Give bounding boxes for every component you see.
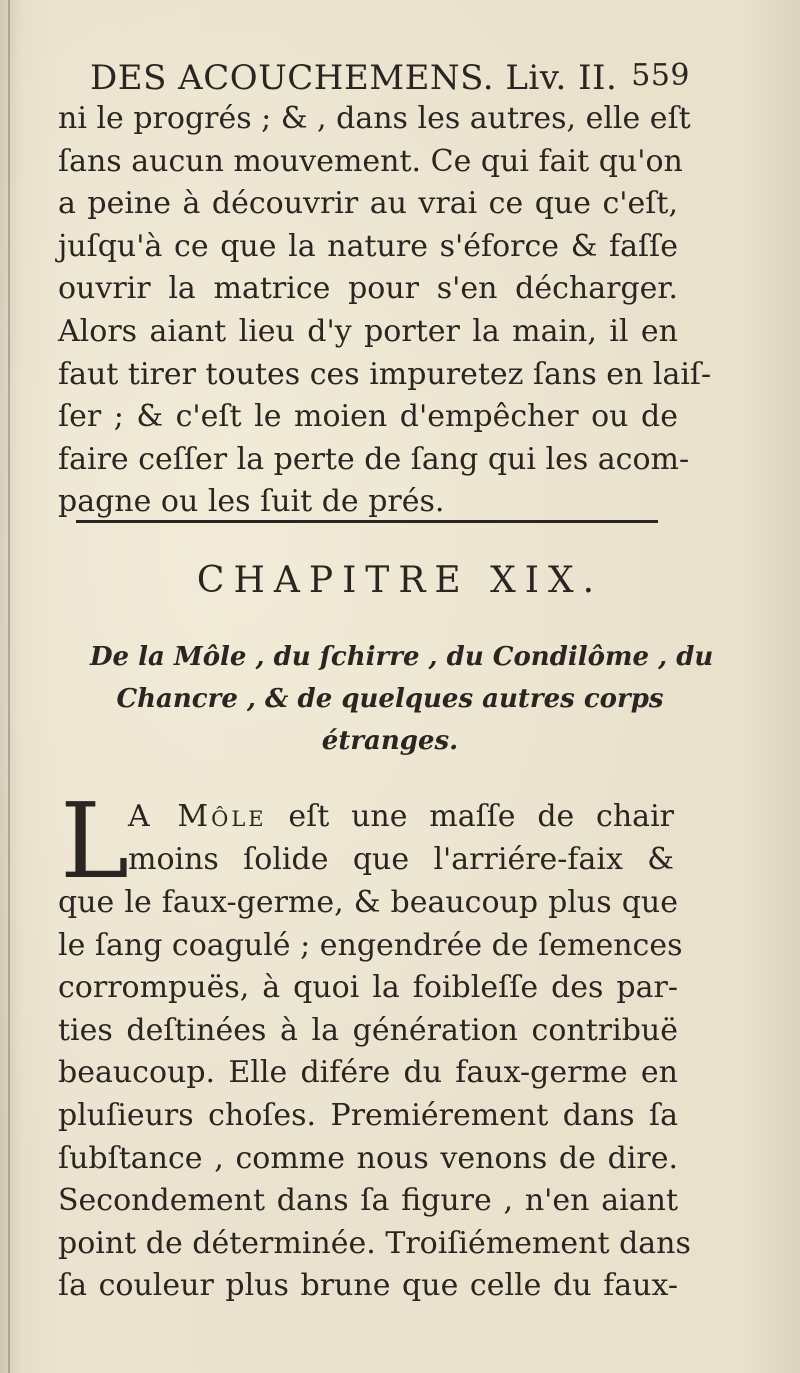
text-line: ſer ; & c'eſt le moien d'empêcher ou de: [58, 399, 678, 435]
chapter-heading: CHAPITRE XIX.: [196, 560, 604, 601]
running-head-title: DES ACOUCHEMENS. Liv. II.: [90, 58, 618, 98]
text-line: que le faux-germe, & beaucoup plus que: [58, 885, 678, 920]
text-line: Alors aiant lieu d'y porter la main, il en: [58, 313, 678, 349]
text-line: pluſieurs choſes. Premiérement dans ſa: [58, 1097, 678, 1133]
text-line: faire ceſſer la perte de ſang qui les acom-: [58, 441, 690, 477]
text-line: juſqu'à ce que la nature s'éforce & faſſe: [58, 228, 678, 264]
subtitle-line: De la Môle , du ſchirre , du Condilôme , du: [90, 642, 714, 672]
drop-cap: L: [60, 780, 130, 902]
text-line: le ſang coagulé ; engendrée de ſemences: [58, 927, 683, 963]
text-line: [128, 796, 674, 839]
text-line: a peine à découvrir au vrai ce que c'eſt,: [58, 186, 678, 222]
body-paragraph: [58, 882, 691, 1308]
text-line: ouvrir la matrice pour s'en décharger.: [58, 271, 678, 307]
text-line: ſubſtance , comme nous venons de dire.: [58, 1140, 678, 1176]
subtitle-line: étranges.: [321, 726, 459, 756]
text-line: beaucoup. Elle difére du faux-germe en: [58, 1055, 678, 1091]
top-paragraph: [58, 98, 712, 524]
text-line: point de déterminée. Troiſiémement dans: [58, 1225, 691, 1261]
page-number: 559: [631, 58, 690, 93]
text-line: ni le progrés ; & , dans les autres, elle eſt: [58, 101, 691, 136]
opening-lines: [128, 796, 674, 881]
page-edge-shadow: [8, 0, 10, 1373]
text-line: faut tirer toutes ces impuretez ſans en laiſ-: [58, 356, 712, 392]
text-line: corrompuës, à quoi la foibleſſe des par-: [58, 970, 678, 1006]
section-divider: [76, 520, 658, 523]
text-line: ſans aucun mouvement. Ce qui fait qu'on: [58, 143, 683, 179]
text-line: Secondement dans ſa figure , n'en aiant: [58, 1183, 678, 1219]
text-line: pagne ou les ſuit de prés.: [58, 484, 445, 520]
running-head: [90, 58, 690, 100]
text-line: ſa couleur plus brune que celle du faux-: [58, 1268, 678, 1304]
subtitle-line: Chancre , & de quelques autres corps: [116, 684, 664, 714]
text-line: moins ſolide que l'arriére-faix &: [128, 841, 674, 877]
text-line: ties deſtinées à la génération contribuë: [58, 1012, 678, 1048]
opening-word: A Môle: [128, 799, 267, 834]
opening-line-rest: eſt une maſſe de chair: [266, 799, 675, 834]
chapter-subtitle: [90, 636, 714, 762]
